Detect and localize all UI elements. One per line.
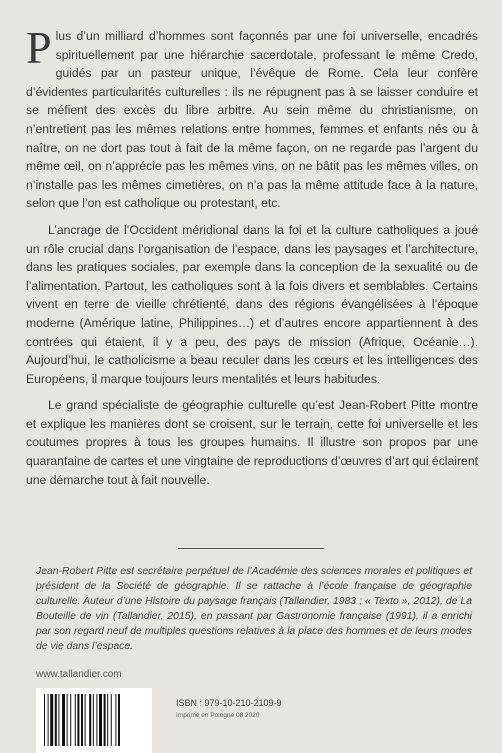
author-bio: Jean-Robert Pitte est secrétaire perpétuel de l’Académie des sciences morales et politiques et président de la Société de géographie. Il se rattache à l’école française de géographie culturelle. Auteur d’une Histoire du paysage français (Tallandier, 1983 ; « Texto », 2012), de La Bouteille de vin (Tallandier, 2015), en passant par Gastronomie française (1991), il a enrichi par son regard neuf de multiples questions relatives à la place des hommes et de leurs modes de vie dans l’espace. (36, 566, 472, 652)
drop-cap: P (26, 22, 52, 73)
paragraph-3: Le grand spécialiste de géographie culturelle qu’est Jean-Robert Pitte montre et explique les manières dont se croisent, sur le terrain, cette foi universelle et les coutumes propres à tous les groupes humains. Il illustre son propos par une quarantaine de cartes et une vingtaine de reproductions d’œuvres d’art qui éclairent une démarche tout à fait nouvelle. (26, 398, 478, 487)
back-cover-text (26, 22, 478, 497)
barcode-bars-icon (44, 694, 144, 746)
paragraph-1-text: lus d’un milliard d’hommes sont façonnés par une foi universelle, encadrés spirituellement par une hiérarchie sacerdotale, professant le même Credo, guidés par un pasteur unique, l’évêque de Rome. Cela leur confère d’évidentes particularités culturelles : ils ne répugnent pas à se laisser conduire et se méfient des excès du libre arbitre. Au sein même du christianisme, on n’entretient pas les mêmes relations entre hommes, femmes et enfants nés ou à naître, on ne dort pas tout à fait de la même façon, on ne regarde pas l’argent du même œil, on n’apprécie pas les mêmes vins, on ne bâtit pas les mêmes villes, on n’installe pas les mêmes cimetières, on n’a pas la même attitude face à la nature, selon que l’on est catholique ou protestant, etc. (26, 29, 478, 211)
paragraph-2: L’ancrage de l’Occident méridional dans la foi et la culture catholiques a joué un rôle crucial dans l’organisation de l’espace, dans les paysages et l’architecture, dans les pratiques sociales, par exemple dans la conception de la sexualité ou de l’alimentation. Partout, les catholiques sont à la fois divers et semblables. Certains vivent en terre de vieille chrétienté, dans des régions évangélisées à l’époque moderne (Amérique latine, Philippines…) et d’autres encore appartiennent à des contrées qui étaient, il y a peu, des pays de mission (Afrique, Océanie…). Aujourd’hui, le catholicisme a beau reculer dans les cœurs et les intelligences des Européens, il marque toujours leurs mentalités et leurs habitudes. (26, 222, 478, 386)
separator-rule (178, 548, 324, 549)
barcode (36, 688, 152, 753)
isbn: ISBN : 979-10-210-2109-9 (176, 698, 282, 708)
publisher-website: www.tallandier.com (36, 669, 122, 680)
printed-note: Imprimé en Pologne 08.2020 (176, 712, 260, 719)
paragraph-1 (26, 22, 478, 213)
